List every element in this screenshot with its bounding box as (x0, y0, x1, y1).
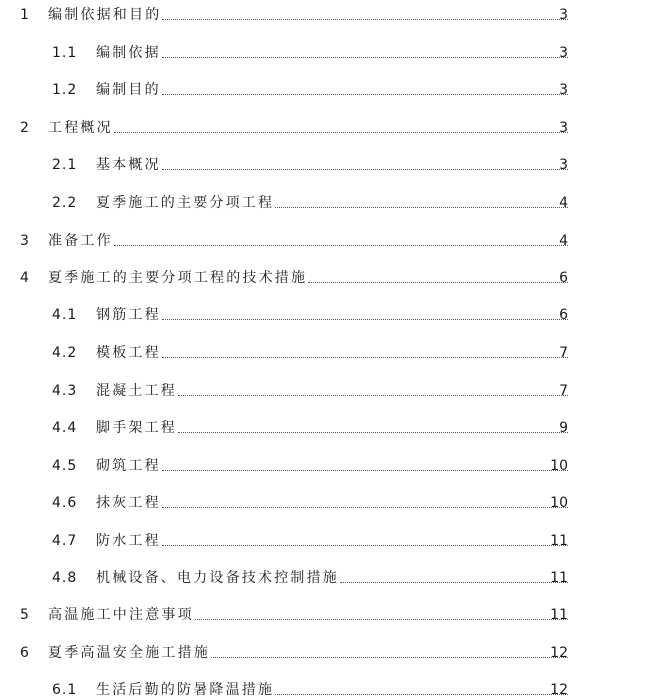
toc-entry[interactable] (0, 565, 652, 587)
toc-entry-title: 高温施工中注意事项 (48, 607, 194, 623)
dot-leader (275, 693, 568, 695)
dot-leader (275, 206, 568, 208)
toc-entry-page: 10 (550, 495, 568, 511)
toc-entry-page: 12 (550, 682, 568, 698)
toc-entry[interactable] (0, 453, 652, 475)
toc-entry-page: 3 (559, 7, 568, 23)
toc-entry-page: 10 (550, 458, 568, 474)
dot-leader (340, 581, 568, 583)
dot-leader (114, 131, 568, 133)
toc-entry[interactable] (0, 677, 652, 699)
toc-entry[interactable] (0, 190, 652, 212)
toc-entry-title: 工程概况 (48, 120, 113, 136)
toc-entry-number: 1.1 (52, 45, 78, 61)
toc-entry-number: 5 (20, 607, 30, 623)
toc-entry-page: 6 (559, 270, 568, 286)
toc-entry-number: 4.7 (52, 533, 78, 549)
toc-entry-page: 4 (559, 195, 568, 211)
toc-entry-title: 机械设备、电力设备技术控制措施 (96, 570, 339, 586)
toc-entry-number: 2 (20, 120, 30, 136)
toc-entry-number: 2.2 (52, 195, 78, 211)
toc-entry-title: 生活后勤的防暑降温措施 (96, 682, 275, 698)
toc-entry-page: 12 (550, 645, 568, 661)
toc-entry-number: 6 (20, 645, 30, 661)
toc-entry-title: 砌筑工程 (96, 458, 161, 474)
toc-entry-page: 4 (559, 233, 568, 249)
dot-leader (114, 244, 568, 246)
toc-entry[interactable] (0, 77, 652, 99)
dot-leader (162, 356, 568, 358)
toc-entry[interactable] (0, 340, 652, 362)
toc-entry-title: 准备工作 (48, 233, 113, 249)
toc-entry-page: 9 (559, 420, 568, 436)
toc-entry-title: 夏季高温安全施工措施 (48, 645, 210, 661)
toc-entry-number: 4.1 (52, 307, 78, 323)
toc-entry[interactable] (0, 602, 652, 624)
toc-entry[interactable] (0, 40, 652, 62)
toc-entry-page: 11 (550, 570, 568, 586)
toc-entry-title: 编制依据和目的 (48, 7, 162, 23)
toc-entry-page: 3 (559, 120, 568, 136)
toc-entry-title: 混凝土工程 (96, 383, 177, 399)
dot-leader (162, 93, 568, 95)
toc-entry-page: 7 (559, 345, 568, 361)
toc-entry-title: 编制目的 (96, 82, 161, 98)
toc-entry-number: 4 (20, 270, 30, 286)
toc-entry[interactable] (0, 302, 652, 324)
toc-entry-title: 夏季施工的主要分项工程的技术措施 (48, 270, 308, 286)
dot-leader (178, 431, 568, 433)
toc-entry-page: 11 (550, 607, 568, 623)
toc-entry-title: 防水工程 (96, 533, 161, 549)
toc-entry-title: 编制依据 (96, 45, 161, 61)
toc-entry-number: 4.4 (52, 420, 78, 436)
toc-entry-page: 7 (559, 383, 568, 399)
toc-entry-title: 抹灰工程 (96, 495, 161, 511)
dot-leader (162, 469, 568, 471)
toc-entry[interactable] (0, 115, 652, 137)
dot-leader (211, 656, 568, 658)
toc-entry-number: 1.2 (52, 82, 78, 98)
toc-entry-number: 4.8 (52, 570, 78, 586)
toc-entry-title: 模板工程 (96, 345, 161, 361)
dot-leader (308, 281, 568, 283)
toc-entry-page: 3 (559, 82, 568, 98)
toc-entry[interactable] (0, 640, 652, 662)
toc-entry-page: 6 (559, 307, 568, 323)
dot-leader (162, 318, 568, 320)
dot-leader (162, 168, 568, 170)
toc-entry-title: 夏季施工的主要分项工程 (96, 195, 275, 211)
toc-entry-title: 脚手架工程 (96, 420, 177, 436)
dot-leader (195, 618, 568, 620)
toc-entry[interactable] (0, 528, 652, 550)
dot-leader (162, 506, 568, 508)
toc-entry-page: 11 (550, 533, 568, 549)
toc-entry-number: 4.3 (52, 383, 78, 399)
toc-entry-title: 钢筋工程 (96, 307, 161, 323)
toc-entry-title: 基本概况 (96, 157, 161, 173)
dot-leader (162, 544, 568, 546)
toc-entry-number: 1 (20, 7, 30, 23)
toc-entry-number: 4.6 (52, 495, 78, 511)
toc-entry[interactable] (0, 228, 652, 250)
toc-entry-page: 3 (559, 45, 568, 61)
dot-leader (162, 56, 568, 58)
toc-entry[interactable] (0, 378, 652, 400)
toc-entry[interactable] (0, 490, 652, 512)
toc-entry[interactable] (0, 152, 652, 174)
dot-leader (178, 394, 568, 396)
toc-entry-number: 2.1 (52, 157, 78, 173)
toc-entry-page: 3 (559, 157, 568, 173)
toc-entry[interactable] (0, 265, 652, 287)
toc-entry-number: 4.5 (52, 458, 78, 474)
toc-entry[interactable] (0, 2, 652, 24)
toc-entry-number: 6.1 (52, 682, 78, 698)
toc-entry[interactable] (0, 415, 652, 437)
toc-entry-number: 4.2 (52, 345, 78, 361)
toc-entry-number: 3 (20, 233, 30, 249)
dot-leader (162, 18, 568, 20)
